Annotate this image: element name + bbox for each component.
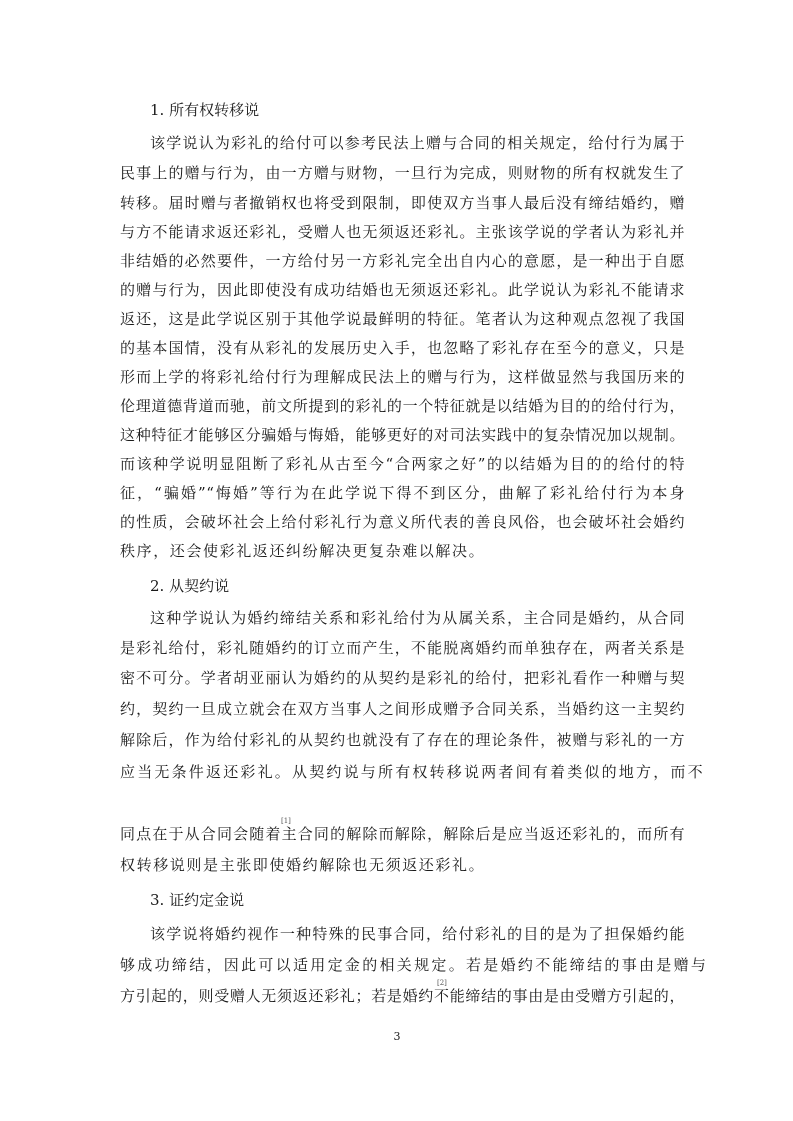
paragraph-line: 方引起的，则受赠人无须返还彩礼；若是婚约不能缔结的事由是由受赠方引起的， [120, 987, 685, 1005]
paragraph-line: 伦理道德背道而驰，前文所提到的彩礼的一个特征就是以结婚为目的的给付行为， [120, 397, 685, 415]
paragraph-line: 返还，这是此学说区别于其他学说最鲜明的特征。笔者认为这种观点忽视了我国 [120, 310, 685, 328]
paragraph-line: 非结婚的必然要件，一方给付另一方彩礼完全出自内心的意愿，是一种出于自愿 [120, 252, 685, 270]
paragraph-line: 的赠与行为，因此即使没有成功结婚也无须返还彩礼。此学说认为彩礼不能请求 [120, 281, 685, 299]
page-number: 3 [393, 1030, 401, 1043]
paragraph-line: 秩序，还会使彩礼返还纠纷解决更复杂难以解决。 [120, 542, 486, 560]
paragraph-line: 够成功缔结，因此可以适用定金的相关规定。若是婚约不能缔结的事由是赠与 [120, 956, 709, 974]
paragraph-line: 这种学说认为婚约缔结关系和彩礼给付为从属关系，主合同是婚约，从合同 [150, 609, 685, 627]
footnote-marker[interactable]: [1] [281, 817, 291, 825]
paragraph-line: 的基本国情，没有从彩礼的发展历史入手，也忽略了彩礼存在至今的意义，只是 [120, 339, 685, 357]
paragraph-line: 这种特征才能够区分骗婚与悔婚，能够更好的对司法实践中的复杂情况加以规制。 [120, 426, 685, 444]
paragraph-line: 转移。届时赠与者撤销权也将受到限制，即使双方当事人最后没有缔结婚约，赠 [120, 194, 685, 212]
paragraph-line: 该学说认为彩礼的给付可以参考民法上赠与合同的相关规定，给付行为属于 [150, 134, 685, 152]
section-heading-2: 2. 从契约说 [150, 577, 230, 595]
paragraph-line: 解除后，作为给付彩礼的从契约也就没有了存在的理论条件，被赠与彩礼的一方 [120, 731, 685, 749]
section-heading-1: 1. 所有权转移说 [150, 101, 260, 119]
paragraph-line: 应当无条件返还彩礼。从契约说与所有权转移说两者间有着类似的地方，而不 [120, 763, 705, 781]
paragraph-line: 而该种学说明显阻断了彩礼从古至今“合两家之好”的以结婚为目的的给付的特 [120, 455, 685, 473]
paragraph-line: 是彩礼给付，彩礼随婚约的订立而产生，不能脱离婚约而单独存在，两者关系是 [120, 639, 685, 657]
paragraph-line: 征，“骗婚”“悔婚”等行为在此学说下得不到区分，曲解了彩礼给付行为本身 [120, 484, 685, 502]
footnote-marker[interactable]: [2] [437, 979, 447, 987]
paragraph-line: 权转移说则是主张即使婚约解除也无须返还彩礼。 [120, 856, 486, 874]
section-heading-3: 3. 证约定金说 [150, 891, 245, 909]
paragraph-line: 约，契约一旦成立就会在双方当事人之间形成赠予合同关系，当婚约这一主契约 [120, 700, 685, 718]
paragraph-line: 与方不能请求返还彩礼，受赠人也无须返还彩礼。主张该学说的学者认为彩礼并 [120, 223, 685, 241]
paragraph-line: 该学说将婚约视作一种特殊的民事合同，给付彩礼的目的是为了担保婚约能 [150, 925, 685, 943]
paragraph-line: 同点在于从合同会随着主合同的解除而解除，解除后是应当返还彩礼的，而所有 [120, 825, 685, 843]
paragraph-line: 密不可分。学者胡亚丽认为婚约的从契约是彩礼的给付，把彩礼看作一种赠与契 [120, 669, 685, 687]
paragraph-line: 的性质，会破坏社会上给付彩礼行为意义所代表的善良风俗，也会破坏社会婚约 [120, 513, 685, 531]
paragraph-line: 民事上的赠与行为，由一方赠与财物，一旦行为完成，则财物的所有权就发生了 [120, 164, 685, 182]
paragraph-line: 形而上学的将彩礼给付行为理解成民法上的赠与行为，这样做显然与我国历来的 [120, 368, 685, 386]
